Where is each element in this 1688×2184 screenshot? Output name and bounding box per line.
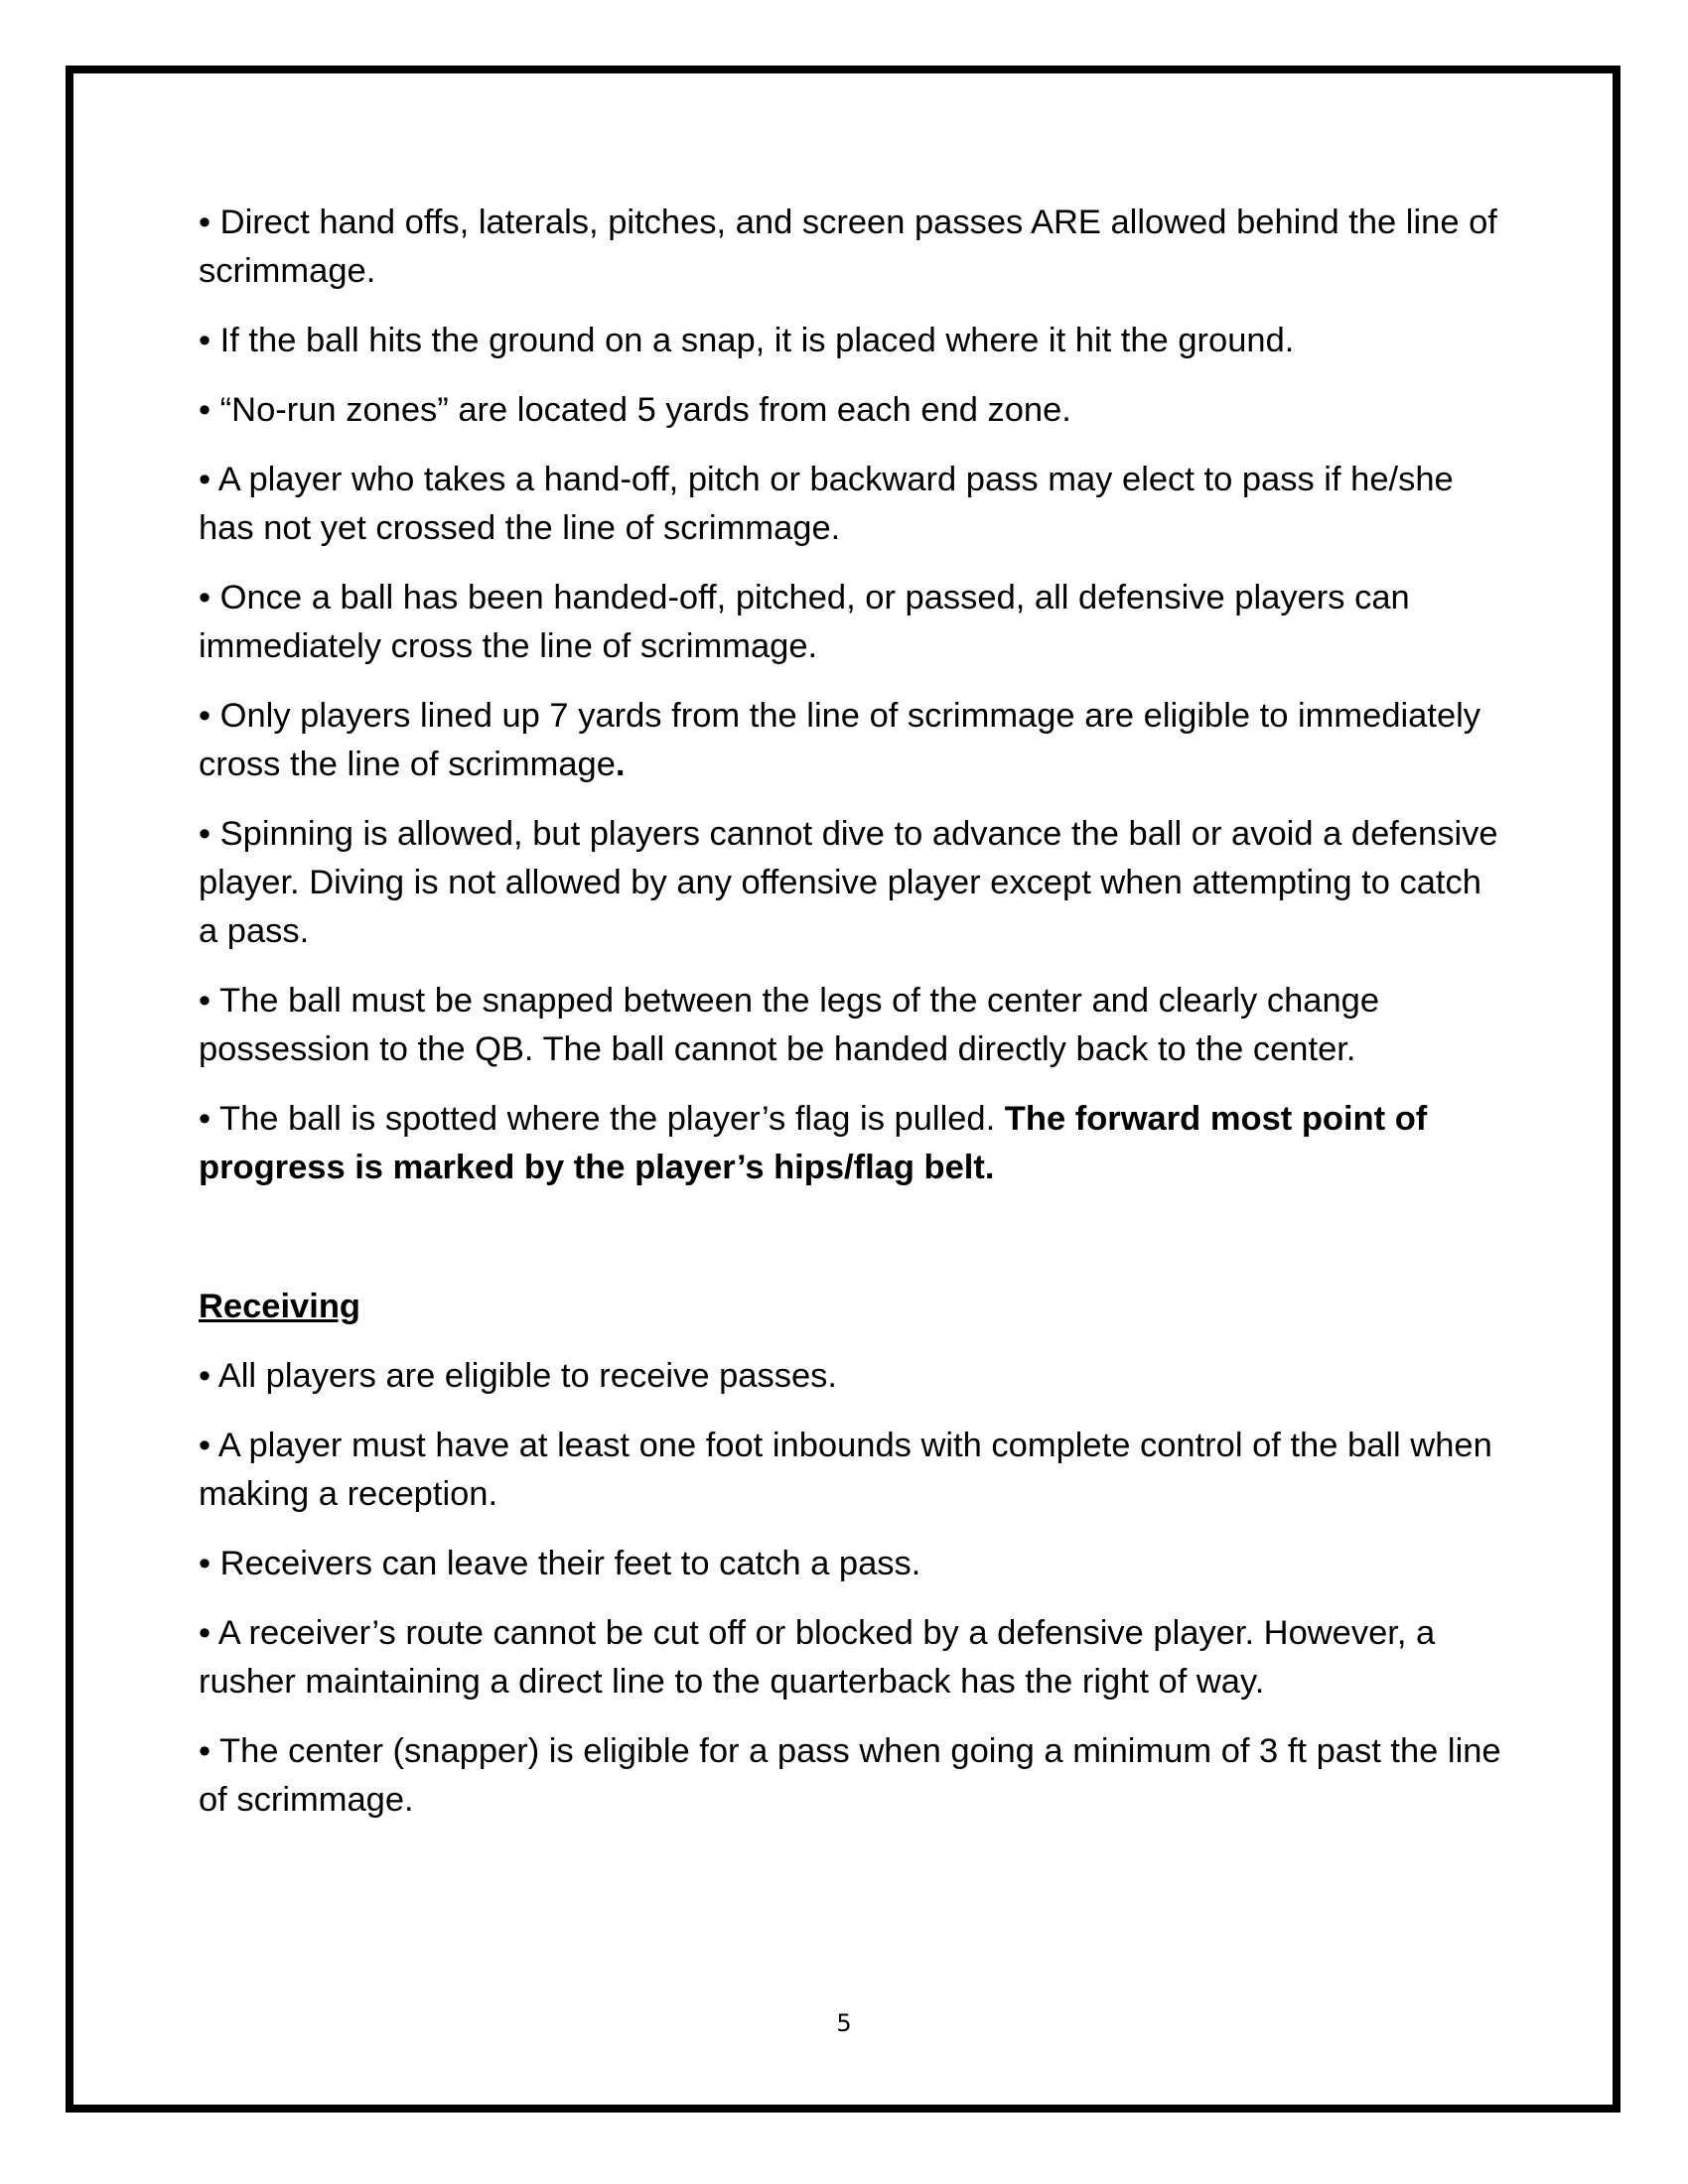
rule-text: • “No-run zones” are located 5 yards from each end zone. [199,391,1071,429]
rule-text: • A player who takes a hand-off, pitch or backward pass may elect to pass if he/she has not yet crossed the line of scrimmage. [199,461,1454,547]
rule-text-bold: The forward most point of progress is marked by the player’s hips/flag belt. [199,1100,1428,1186]
rule-text: • If the ball hits the ground on a snap, it is placed where it hit the ground. [199,322,1295,359]
rule-text: • Once a ball has been handed-off, pitched, or passed, all defensive players can immediately cross the line of scrimmage. [199,579,1410,665]
rule-text: • Only players lined up 7 yards from the line of scrimmage are eligible to immediately cross the line of scrimmage [199,697,1481,783]
section-heading-receiving: Receiving [199,1288,360,1325]
rule-bullet [199,456,1509,553]
rule-text: • Spinning is allowed, but players cannot dive to advance the ball or avoid a defensive player. Diving is not allowed by any offensive player except when attempting to catch a pass. [199,815,1498,950]
rule-text: • Direct hand offs, laterals, pitches, and screen passes ARE allowed behind the line of scrimmage. [199,204,1497,290]
rule-bullet [199,1095,1509,1192]
rule-bullet [199,1540,1509,1588]
rule-text: • Receivers can leave their feet to catch a pass. [199,1545,921,1582]
rule-bullet [199,1422,1509,1519]
rule-bullet [199,810,1509,956]
rule-bullet [199,692,1509,789]
rule-bullet [199,199,1509,296]
rule-text-bold: . [615,746,626,783]
rule-bullet [199,317,1509,365]
rule-text: • All players are eligible to receive passes. [199,1357,837,1395]
rule-bullet [199,977,1509,1074]
rule-bullet [199,574,1509,671]
rule-text: • The center (snapper) is eligible for a pass when going a minimum of 3 ft past the line of scrimmage. [199,1732,1501,1819]
rule-bullet [199,1352,1509,1401]
rule-text: • A player must have at least one foot inbounds with complete control of the ball when making a reception. [199,1427,1492,1513]
rule-text: • A receiver’s route cannot be cut off or blocked by a defensive player. However, a rusher maintaining a direct line to the quarterback has the right of way. [199,1614,1436,1701]
rule-text: • The ball is spotted where the player’s flag is pulled. [199,1100,1005,1138]
rule-text: • The ball must be snapped between the legs of the center and clearly change possession to the QB. The ball cannot be handed directly back to the center. [199,982,1380,1068]
rule-bullet [199,1727,1509,1825]
page-number: 5 [836,2009,852,2037]
rule-bullet [199,386,1509,435]
rule-bullet [199,1609,1509,1706]
page-content [199,199,1509,1845]
section-spacer [199,1213,1509,1283]
